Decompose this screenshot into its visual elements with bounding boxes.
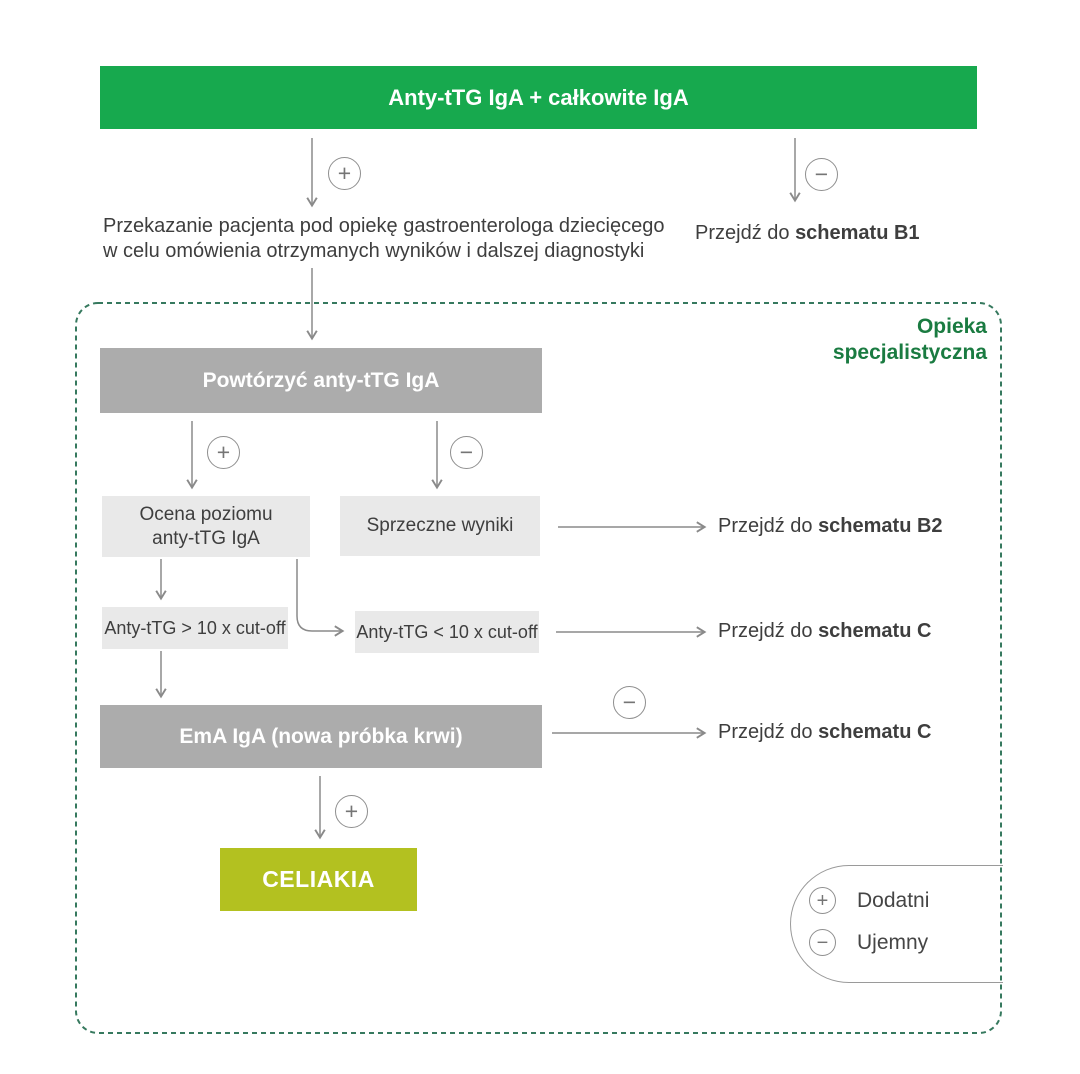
- minus-icon: −: [613, 686, 646, 719]
- goto-schema-c-below-cutoff: [718, 620, 931, 643]
- box-celiakia-diagnosis: CELIAKIA: [220, 848, 417, 911]
- plus-icon: +: [328, 157, 361, 190]
- plus-icon: +: [809, 887, 836, 914]
- legend: [790, 865, 1003, 983]
- goto-schema-b2: [718, 515, 943, 538]
- minus-icon: −: [809, 929, 836, 956]
- legend-negative-label: Ujemny: [857, 931, 929, 954]
- box-conflicting-results: Sprzeczne wyniki: [340, 496, 540, 556]
- box-ema-iga: EmA IgA (nowa próbka krwi): [100, 705, 542, 768]
- arrow-level-to-below-cutoff: [297, 559, 342, 631]
- box-above-cutoff: Anty-tTG > 10 x cut-off: [102, 607, 288, 649]
- specialist-care-label-line2: specjalistyczna: [832, 341, 987, 364]
- referral-note-line1: Przekazanie pacjenta pod opiekę gastroenterologa dziecięcego: [103, 215, 665, 237]
- specialist-care-label-line1: Opieka: [916, 315, 987, 338]
- goto-schema-b1: [695, 222, 920, 245]
- goto-schema-b1-prefix: Przejdź do: [695, 222, 796, 244]
- box-repeat-anty-ttg: Powtórzyć anty-tTG IgA: [100, 348, 542, 413]
- goto-schema-c-ema-negative: [718, 721, 931, 744]
- box-below-cutoff: Anty-tTG < 10 x cut-off: [355, 611, 539, 653]
- goto-schema-c2-prefix: Przejdź do: [718, 721, 819, 743]
- box-level-assessment-line2: anty-tTG IgA: [152, 527, 260, 549]
- box-level-assessment: [102, 496, 310, 557]
- goto-schema-c1-prefix: Przejdź do: [718, 620, 819, 642]
- box-level-assessment-line1: Ocena poziomu: [139, 503, 273, 525]
- plus-icon: +: [335, 795, 368, 828]
- minus-icon: −: [450, 436, 483, 469]
- referral-note: [103, 214, 665, 264]
- goto-schema-b2-prefix: Przejdź do: [718, 515, 819, 537]
- goto-schema-c2-target: schematu C: [818, 721, 932, 743]
- plus-icon: +: [207, 436, 240, 469]
- referral-note-line2: w celu omówienia otrzymanych wyników i dalszej diagnostyki: [103, 240, 645, 262]
- specialist-care-label: [833, 314, 987, 366]
- banner-anty-ttg-iga: Anty-tTG IgA + całkowite IgA: [100, 66, 977, 129]
- legend-positive-label: Dodatni: [857, 889, 930, 912]
- goto-schema-b1-target: schematu B1: [795, 222, 920, 244]
- minus-icon: −: [805, 158, 838, 191]
- goto-schema-b2-target: schematu B2: [818, 515, 943, 537]
- goto-schema-c1-target: schematu C: [818, 620, 932, 642]
